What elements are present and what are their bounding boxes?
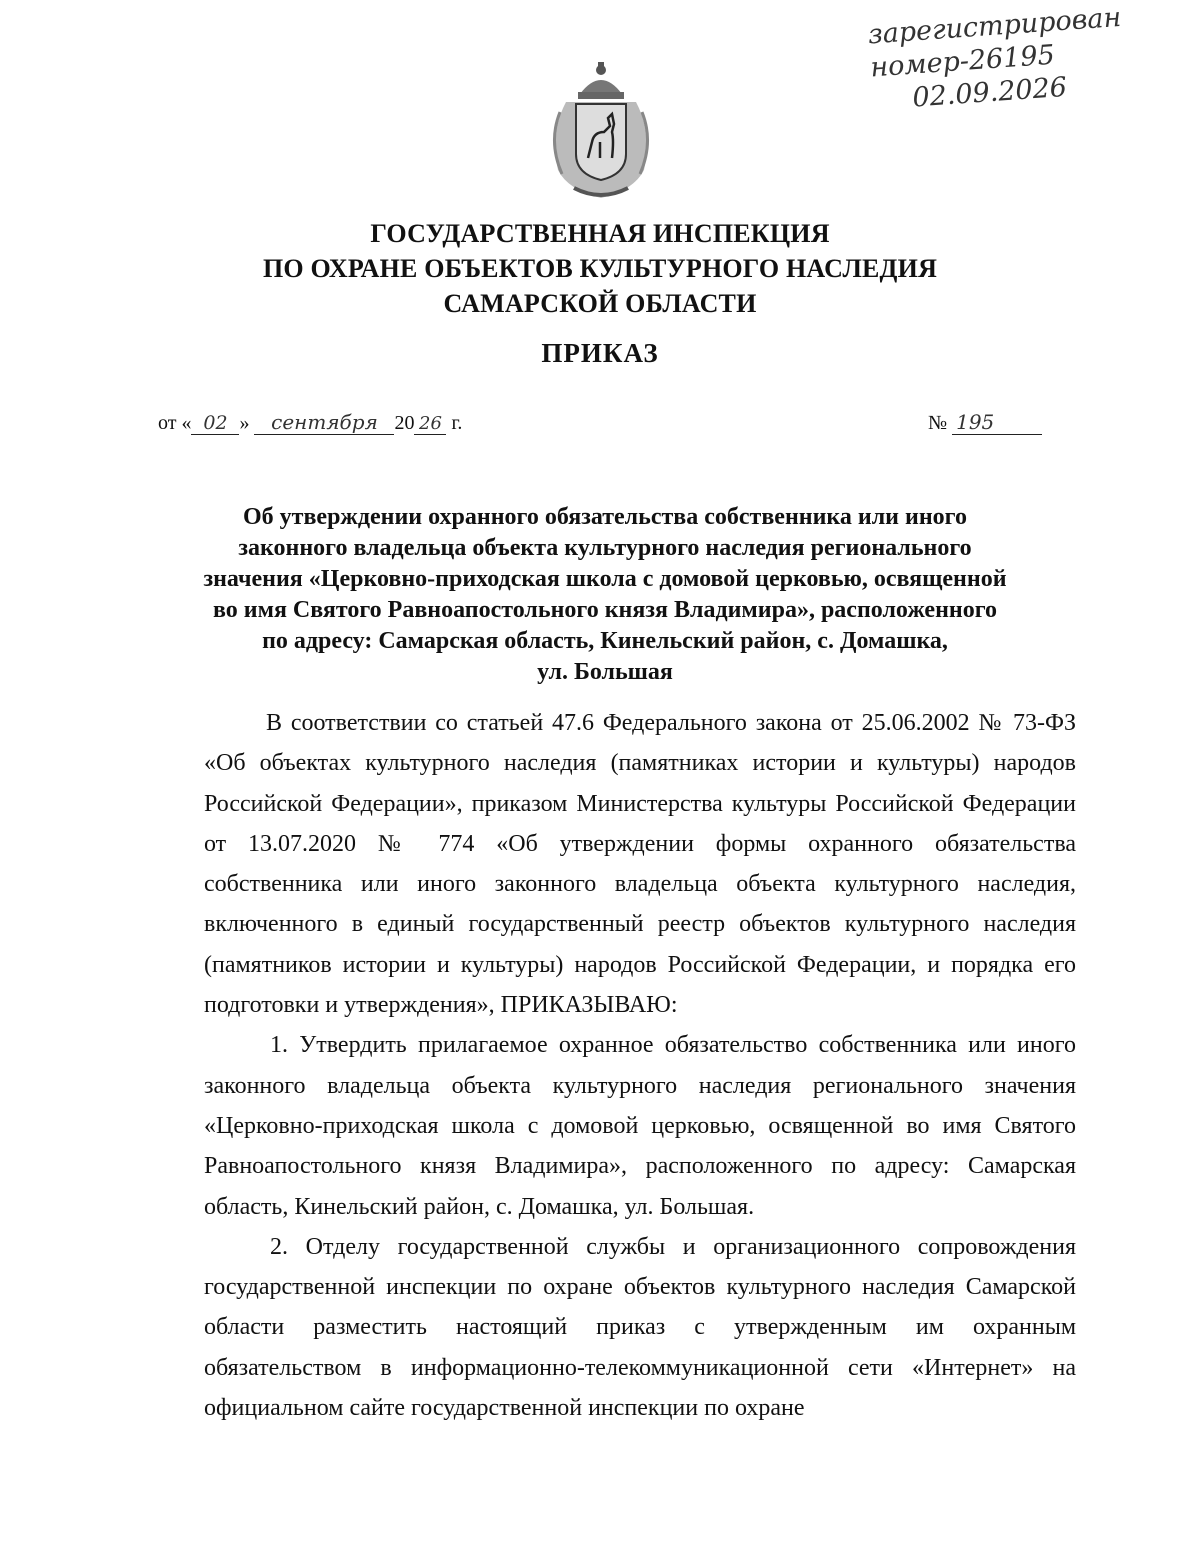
registration-note-date: 02.09.2026	[911, 71, 1068, 114]
order-item-2: 2. Отделу государственной службы и организационного сопровождения государственной инспекции по охране объектов культурного наследия Самарской области разместить настоящий приказ с утвержденным им охранным обязательством в информационно-телекоммуникационной сети «Интернет» на официальном сайте государственной инспекции по охране	[204, 1233, 1076, 1422]
org-line: САМАРСКОЙ ОБЛАСТИ	[443, 289, 757, 318]
org-line: ГОСУДАРСТВЕННАЯ ИНСПЕКЦИЯ	[370, 219, 830, 248]
registration-note-line: номер-26195	[869, 39, 1056, 84]
subject-line: значения «Церковно-приходская школа с домовой церковью, освященной	[203, 566, 1007, 592]
samara-coat-of-arms-icon	[544, 62, 658, 202]
order-body	[204, 703, 1076, 1428]
number-sign: №	[928, 412, 948, 434]
document-type-title: ПРИКАЗ	[541, 338, 659, 368]
order-number-handwritten: 195	[952, 410, 1042, 435]
order-date	[158, 410, 462, 435]
org-line: ПО ОХРАНЕ ОБЪЕКТОВ КУЛЬТУРНОГО НАСЛЕДИЯ	[262, 254, 938, 283]
order-item-1: 1. Утвердить прилагаемое охранное обязательство собственника или иного законного владельца объекта культурного наследия регионального значения «Церковно-приходская школа с домовой церковью, освященной во имя Святого Равноапостольного князя Владимира», расположенного по адресу: Самарская область, Кинельский район, с. Домашка, ул. Большая.	[204, 1032, 1076, 1220]
date-day-handwritten: 02	[191, 412, 239, 435]
preamble-paragraph: В соответствии со статьей 47.6 Федерального закона от 25.06.2002 № 73-ФЗ «Об объектах культурного наследия (памятниках истории и культуры) народов Российской Федерации», приказом Министерства культуры Российской Федерации от 13.07.2020 № 774 «Об утверждении формы охранного обязательства собственника или иного законного владельца объекта культурного наследия, включенного в единый государственный реестр объектов культурного наследия (памятников истории и культуры) народов Российской Федерации, и порядка его подготовки и утверждения», ПРИКАЗЫВАЮ:	[204, 710, 1076, 1019]
date-quote-close: »	[239, 412, 250, 434]
handwritten-registration-note	[867, 0, 1173, 117]
subject-line: во имя Святого Равноапостольного князя Владимира», расположенного	[212, 597, 998, 623]
date-year-handwritten: 26	[414, 413, 446, 435]
subject-line: ул. Большая	[537, 659, 673, 685]
order-subject	[190, 502, 1020, 688]
organization-name	[150, 216, 1050, 321]
date-century: 20	[394, 412, 415, 434]
registration-note-line: зарегистрирован	[866, 1, 1123, 51]
date-prefix: от «	[158, 412, 192, 434]
subject-line: Об утверждении охранного обязательства собственника или иного	[243, 504, 967, 530]
date-month-handwritten: сентября	[254, 410, 394, 435]
order-number	[928, 410, 1042, 435]
subject-line: законного владельца объекта культурного наследия регионального	[238, 535, 972, 561]
subject-line: по адресу: Самарская область, Кинельский район, с. Домашка,	[262, 628, 948, 654]
date-suffix: г.	[451, 412, 463, 434]
